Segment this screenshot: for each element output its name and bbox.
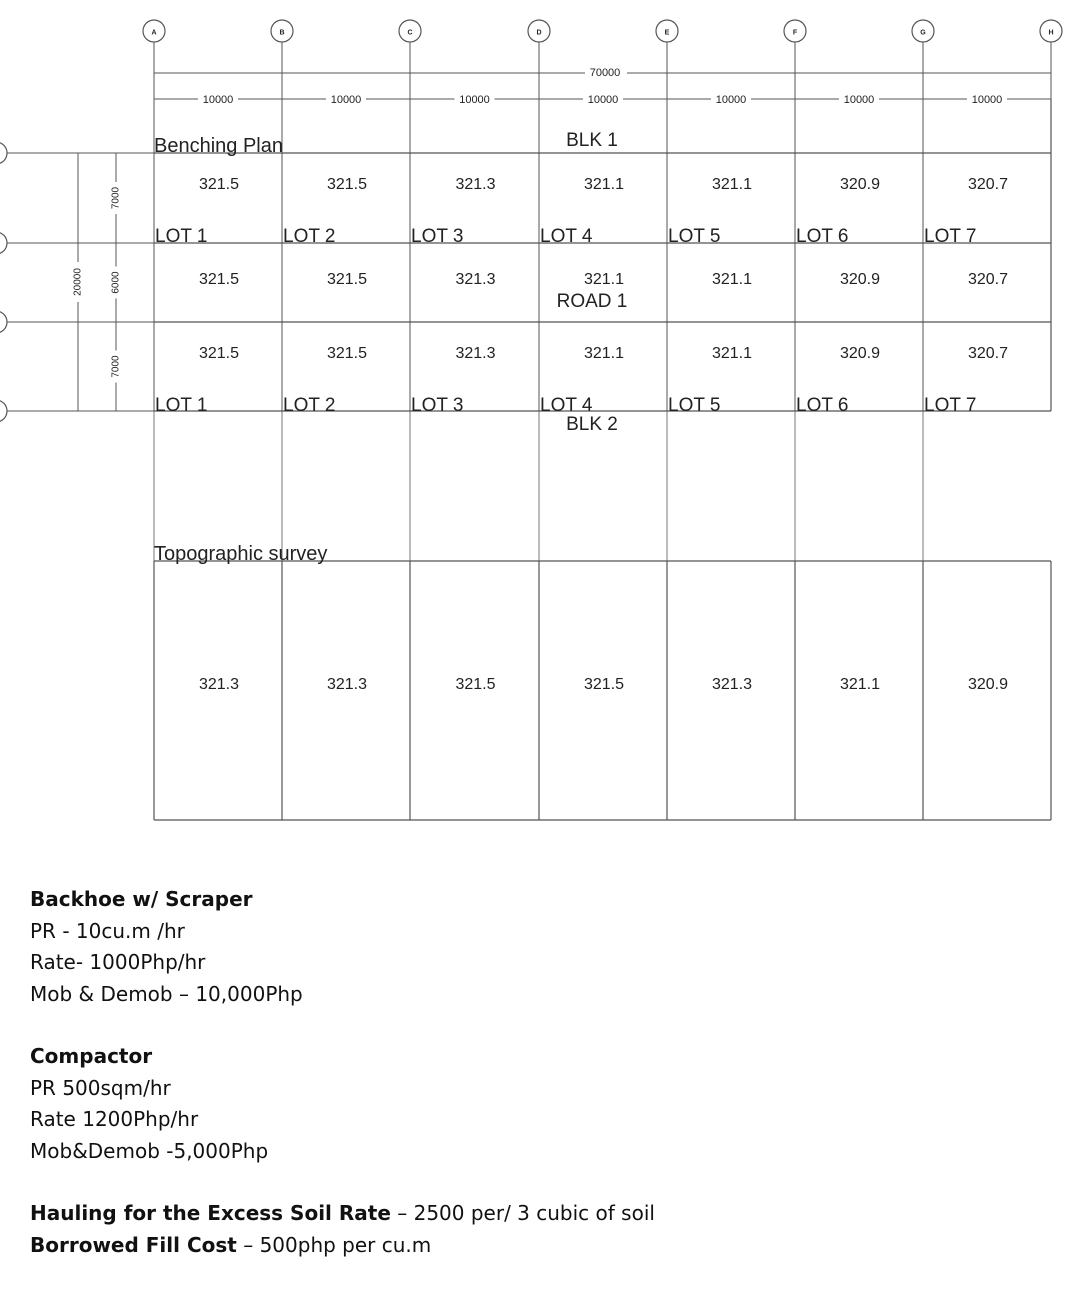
lot-label-blk1-3: LOT 3: [411, 226, 464, 247]
lot-label-blk1-4: LOT 4: [540, 226, 593, 247]
topo-elevation-2: 321.3: [326, 676, 368, 693]
row-dimension-label-1: 7000: [110, 186, 122, 210]
bench-elevation-r1-lot2: 321.5: [326, 176, 368, 193]
borrowed-value: – 500php per cu.m: [236, 1232, 432, 1257]
lot-label-blk2-4: LOT 4: [540, 395, 593, 416]
lot-label-blk2-6: LOT 6: [796, 395, 849, 416]
bench-elevation-r3-lot7: 320.7: [967, 345, 1009, 362]
compactor-pr: PR 500sqm/hr: [30, 1075, 171, 1100]
bay-dimension-label-3: 10000: [459, 94, 490, 106]
bench-elevation-r1-lot1: 321.5: [198, 176, 240, 193]
grid-bubble-label-h: H: [1048, 29, 1054, 37]
row-dimension-label-3: 7000: [110, 355, 122, 378]
lot-label-blk1-1: LOT 1: [155, 226, 208, 247]
total-vertical-label: 20000: [72, 268, 84, 296]
bench-elevation-r2-lot6: 320.9: [839, 271, 881, 288]
bay-dimension-label-7: 10000: [971, 94, 1003, 106]
bench-elevation-r1-lot3: 321.3: [455, 176, 496, 193]
topo-elevation-3: 321.5: [455, 676, 496, 693]
grid-bubbles: [0, 20, 1062, 422]
hauling-label: Hauling for the Excess Soil Rate: [30, 1201, 391, 1225]
row-bubble-4: [0, 400, 7, 422]
lot-label-blk2-3: LOT 3: [411, 395, 464, 416]
bay-dimension-label-5: 10000: [715, 94, 747, 106]
grid-bubble-label-a: A: [151, 29, 157, 37]
bench-elevation-r1-lot7: 320.7: [967, 176, 1009, 193]
row-bubble-3: [0, 311, 7, 333]
topo-elevation-6: 321.1: [839, 676, 881, 693]
cost-note: [30, 1198, 655, 1261]
bench-elevation-r3-lot2: 321.5: [326, 345, 368, 362]
grid-bubble-label-b: B: [279, 29, 285, 37]
hauling-value: – 2500 per/ 3 cubic of soil: [390, 1201, 655, 1225]
bench-elevation-r3-lot4: 321.1: [583, 345, 625, 362]
lot-label-blk2-2: LOT 2: [283, 395, 336, 416]
road-label: ROAD 1: [556, 291, 628, 312]
bay-dimension-label-2: 10000: [330, 94, 362, 106]
bay-dimension-label-1: 10000: [202, 94, 234, 106]
bench-elevation-r3-lot5: 321.1: [711, 345, 753, 362]
hauling-rate: [30, 1198, 655, 1230]
drawing-linework: [7, 42, 1051, 820]
compactor-mob: Mob&Demob -5,000Php: [30, 1138, 269, 1163]
compactor-note: [30, 1041, 655, 1167]
lot-label-blk1-6: LOT 6: [796, 226, 849, 247]
row-bubble-1: [0, 142, 7, 164]
bench-elevation-r3-lot1: 321.5: [198, 345, 240, 362]
bench-elevation-r3-lot3: 321.3: [455, 345, 496, 362]
bench-elevation-r2-lot5: 321.1: [711, 271, 753, 288]
blk2-label: BLK 2: [566, 414, 618, 435]
topo-elevation-4: 321.5: [583, 676, 625, 693]
grid-bubble-label-d: D: [536, 29, 542, 37]
grid-bubble-label-e: E: [664, 29, 670, 37]
row-bubble-2: [0, 232, 7, 254]
bench-elevation-r2-lot7: 320.7: [967, 271, 1009, 288]
bay-dimension-label-6: 10000: [843, 94, 875, 106]
grid-bubble-label-f: F: [792, 29, 798, 37]
overall-dimension-label: 70000: [589, 67, 621, 79]
compactor-title: Compactor: [30, 1044, 153, 1068]
bench-elevation-r1-lot6: 320.9: [839, 176, 881, 193]
compactor-rate: Rate 1200Php/hr: [30, 1107, 199, 1131]
benching-plan-title: Benching Plan: [154, 135, 283, 157]
bay-dimension-label-4: 10000: [587, 94, 619, 106]
blk1-label: BLK 1: [566, 130, 618, 151]
bench-elevation-r3-lot6: 320.9: [839, 345, 881, 362]
bench-elevation-r2-lot1: 321.5: [198, 271, 240, 288]
topo-elevation-5: 321.3: [711, 676, 753, 693]
borrowed-label: Borrowed Fill Cost: [30, 1232, 237, 1257]
equipment-notes: [30, 884, 655, 1292]
bench-elevation-r2-lot2: 321.5: [326, 271, 368, 288]
topo-elevation-7: 320.9: [967, 676, 1009, 693]
row-dimension-label-2: 6000: [110, 271, 122, 294]
lot-label-blk2-5: LOT 5: [668, 395, 721, 416]
lot-label-blk1-2: LOT 2: [283, 226, 336, 247]
backhoe-mob: Mob & Demob – 10,000Php: [30, 981, 303, 1006]
lot-label-blk2-1: LOT 1: [155, 395, 208, 416]
borrowed-fill-cost: [30, 1230, 655, 1262]
topo-elevation-1: 321.3: [198, 676, 240, 693]
bench-elevation-r2-lot4: 321.1: [583, 271, 625, 288]
bench-elevation-r1-lot5: 321.1: [711, 176, 753, 193]
backhoe-title: Backhoe w/ Scraper: [30, 887, 253, 911]
lot-label-blk1-5: LOT 5: [668, 226, 721, 247]
lot-label-blk2-7: LOT 7: [924, 395, 977, 416]
backhoe-note: [30, 884, 655, 1010]
bench-elevation-r2-lot3: 321.3: [455, 271, 496, 288]
topographic-title: Topographic survey: [154, 543, 328, 565]
grid-bubble-label-g: G: [920, 29, 926, 37]
backhoe-pr: PR - 10cu.m /hr: [30, 918, 185, 943]
backhoe-rate: Rate- 1000Php/hr: [30, 950, 206, 974]
bench-elevation-r1-lot4: 321.1: [583, 176, 625, 193]
lot-label-blk1-7: LOT 7: [924, 226, 977, 247]
grid-bubble-label-c: C: [407, 29, 413, 37]
